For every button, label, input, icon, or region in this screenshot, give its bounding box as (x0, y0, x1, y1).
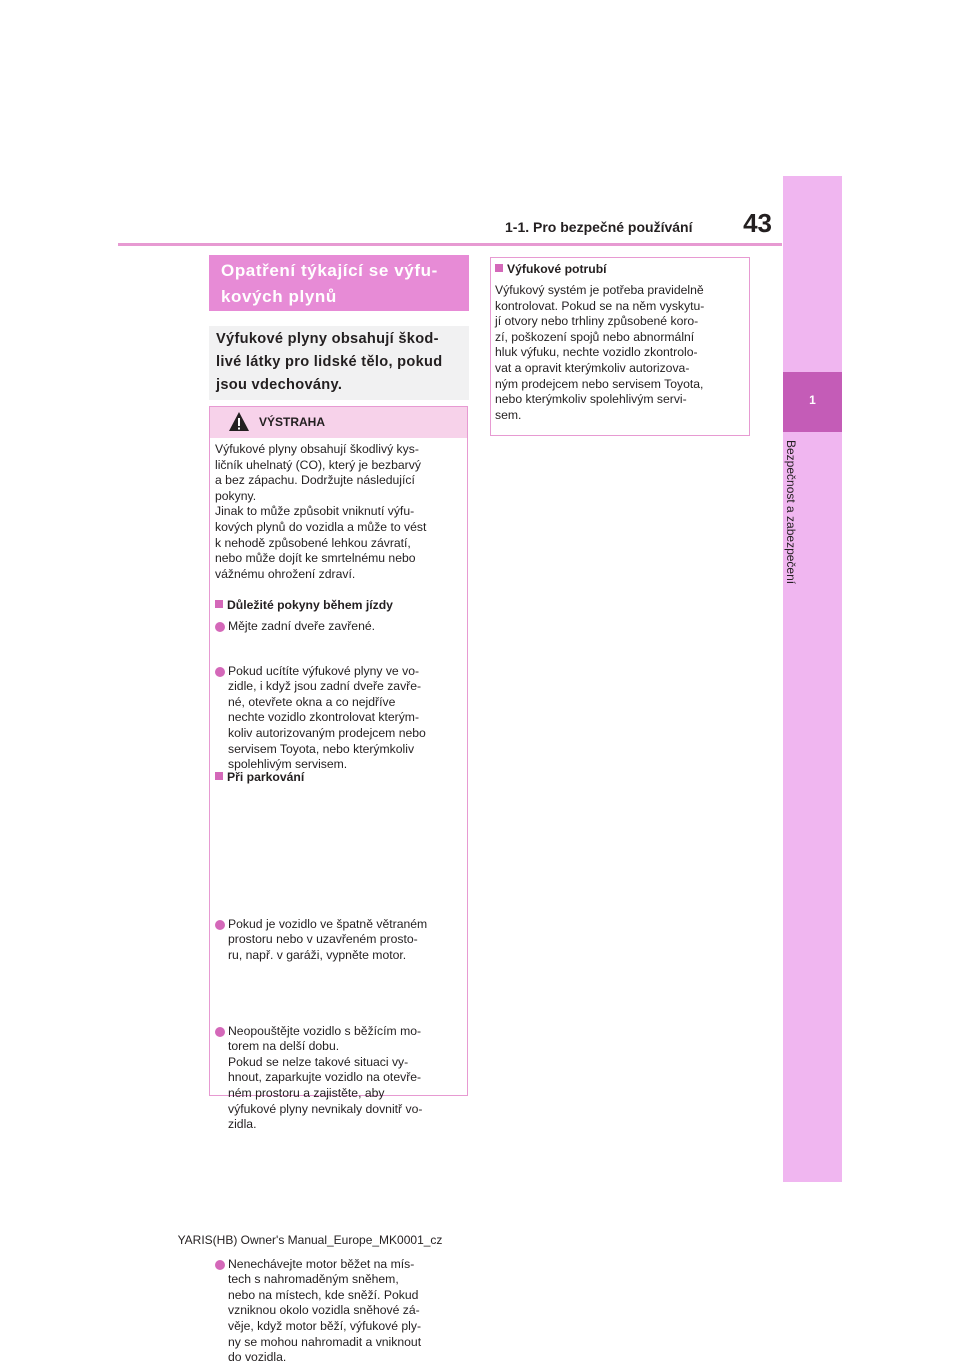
warning-intro (215, 442, 465, 582)
square-bullet-icon (215, 772, 223, 780)
text-line: prostoru nebo v uzavřeném prosto- (228, 932, 418, 947)
list-item (215, 1024, 478, 1133)
section-title: 1-1. Pro bezpečné používání (505, 219, 693, 235)
warning-triangle-icon (228, 411, 250, 433)
text-line: né, otevřete okna a co nejdříve (228, 694, 396, 709)
text-line: nechte vozidlo zkontrolovat kterým- (228, 710, 420, 725)
list-item (215, 1257, 478, 1366)
page-number: 43 (743, 208, 772, 238)
text-line: výfukové plyny nevnikaly dovnitř vo- (228, 1101, 423, 1116)
lead-line: jsou vdechovány. (216, 377, 343, 393)
round-bullet-icon (215, 667, 225, 677)
footer-text: YARIS(HB) Owner's Manual_Europe_MK0001_cz (177, 1233, 443, 1247)
text-line: nebo na místech, kde sněží. Pokud (228, 1287, 419, 1302)
text-line: kových plynů do vozidla a může to vést (215, 519, 427, 534)
text-line: věje, když motor běží, výfukové ply- (228, 1319, 422, 1334)
lead-line: livé látky pro lidské tělo, pokud (216, 354, 443, 370)
warning-title: VÝSTRAHA (259, 415, 326, 429)
text-line: zidle, i když jsou zadní dveře zavře- (228, 679, 422, 694)
text-line: nebo může dojít ke smrtelnému nebo (215, 551, 416, 566)
text-line: Pokud je vozidlo ve špatně větraném (228, 916, 428, 931)
section-heading-line: Opatření týkající se výfu- (221, 261, 438, 280)
lead-text (216, 328, 466, 397)
text-line: kontrolovat. Pokud se na něm vyskytu- (495, 298, 705, 313)
text-line: k nehodě způsobené lehkou závratí, (215, 535, 411, 550)
text-line: spolehlivým servisem. (228, 757, 348, 772)
text-line: Mějte zadní dveře zavřené. (228, 619, 376, 633)
exhaust-pipe-title: Výfukové potrubí (507, 262, 607, 276)
text-line: zidla. (228, 1117, 257, 1132)
text-line: do vozidla. (228, 1350, 287, 1365)
list-item (215, 664, 478, 773)
round-bullet-icon (215, 622, 225, 632)
text-line: ličník uhelnatý (CO), který je bezbarvý (215, 457, 421, 472)
text-line: zí, poškození spojů nebo abnormální (495, 329, 695, 344)
round-bullet-icon (215, 1260, 225, 1270)
square-bullet-icon (495, 264, 503, 272)
text-line: ném prostoru a zajistěte, aby (228, 1085, 385, 1100)
text-line: vážnému ohrožení zdraví. (215, 566, 356, 581)
round-bullet-icon (215, 920, 225, 930)
lead-line: Výfukové plyny obsahují škod- (216, 331, 439, 347)
exhaust-pipe-subheading (495, 262, 747, 278)
text-line: sem. (495, 407, 522, 422)
text-line: torem na delší dobu. (228, 1039, 340, 1054)
text-line: hluk výfuku, nechte vozidlo zkontrolo- (495, 345, 698, 360)
text-line: vat a opravit kterýmkoliv autorizova- (495, 360, 690, 375)
text-line: ru, např. v garáži, vypněte motor. (228, 947, 407, 962)
section-heading (221, 258, 467, 310)
header-rule (118, 243, 782, 246)
section-heading-line: kových plynů (221, 287, 337, 306)
text-line: ným prodejcem nebo servisem Toyota, (495, 376, 704, 391)
driving-title: Důležité pokyny během jízdy (227, 598, 393, 612)
text-line: Neopouštějte vozidlo s běžícím mo- (228, 1023, 422, 1038)
side-tab-strip (783, 176, 842, 1182)
round-bullet-icon (215, 1027, 225, 1037)
text-line: hnout, zaparkujte vozidlo na otevře- (228, 1070, 422, 1085)
text-line: nebo kterýmkoliv spolehlivým servi- (495, 392, 687, 407)
exhaust-pipe-text (495, 283, 748, 423)
text-line: Výfukové plyny obsahují škodlivý kys- (215, 442, 419, 456)
chapter-number: 1 (809, 393, 816, 407)
text-line: Pokud se nelze takové situaci vy- (228, 1054, 409, 1069)
chapter-title: Bezpečnost a zabezpečení (784, 440, 798, 585)
driving-subheading (215, 598, 465, 614)
text-line: Nenechávejte motor běžet na mís- (228, 1256, 415, 1271)
text-line: a bez zápachu. Dodržujte následující (215, 473, 415, 488)
list-item (215, 619, 478, 635)
text-line: vzniknou okolo vozidla sněhové zá- (228, 1303, 420, 1318)
parking-title: Při parkování (227, 770, 305, 784)
parking-subheading (215, 770, 465, 786)
text-line: tech s nahromaděným sněhem, (228, 1272, 399, 1287)
list-item (215, 917, 478, 964)
text-line: Pokud ucítíte výfukové plyny ve vo- (228, 663, 420, 678)
square-bullet-icon (215, 600, 223, 608)
text-line: jí otvory nebo trhliny způsobené koro- (495, 314, 699, 329)
text-line: Výfukový systém je potřeba pravidelně (495, 283, 704, 297)
text-line: koliv autorizovaným prodejcem nebo (228, 725, 426, 740)
text-line: pokyny. (215, 488, 257, 503)
text-line: Jinak to může způsobit vniknutí výfu- (215, 504, 415, 519)
text-line: ny se mohou nahromadit a vniknout (228, 1334, 422, 1349)
text-line: servisem Toyota, nebo kterýmkoliv (228, 741, 415, 756)
